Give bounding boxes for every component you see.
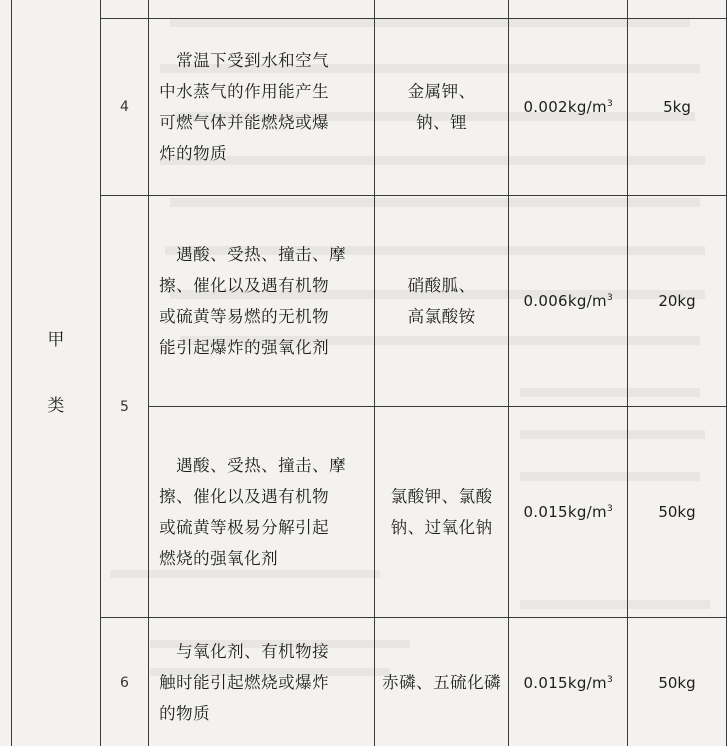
density-value: 0.002kg/m bbox=[523, 98, 607, 116]
item-number: 4 bbox=[100, 19, 148, 196]
table-cell bbox=[509, 0, 628, 19]
density-exponent: 3 bbox=[606, 99, 613, 109]
density-exponent: 3 bbox=[606, 674, 613, 685]
example-line: 硝酸胍、 bbox=[407, 276, 476, 295]
description-line: 可燃气体并能燃烧或爆 bbox=[159, 113, 330, 132]
description-line: 炸的物质 bbox=[159, 144, 228, 163]
example-line: 氯酸钾、氯酸 bbox=[390, 487, 493, 506]
quantity-cell: 5kg bbox=[627, 19, 726, 196]
example-line: 赤磷、五硫化磷 bbox=[382, 673, 502, 692]
table-cell bbox=[149, 0, 375, 19]
quantity-cell: 50kg bbox=[627, 407, 726, 618]
table-cell bbox=[374, 0, 509, 19]
description-line: 遇酸、受热、撞击、摩 bbox=[176, 456, 347, 475]
description-line: 能引起爆炸的强氧化剂 bbox=[159, 338, 330, 357]
density-cell bbox=[509, 196, 628, 407]
table-row bbox=[12, 0, 727, 19]
example-line: 金属钾、 bbox=[407, 82, 476, 101]
density-cell bbox=[509, 407, 628, 618]
example-line: 钠、过氧化钠 bbox=[390, 518, 493, 537]
density-value: 0.006kg/m bbox=[523, 292, 607, 310]
description-line: 擦、催化以及遇有机物 bbox=[159, 487, 330, 506]
density-value: 0.015kg/m bbox=[523, 673, 607, 692]
substance-description bbox=[149, 19, 375, 196]
description-line: 或硫黄等易燃的无机物 bbox=[159, 307, 330, 326]
item-number: 6 bbox=[100, 618, 148, 746]
description-line: 或硫黄等极易分解引起 bbox=[159, 518, 330, 537]
description-line: 与氧化剂、有机物接 bbox=[176, 642, 330, 661]
category-char: 甲 bbox=[47, 330, 65, 350]
density-exponent: 3 bbox=[606, 504, 613, 514]
examples-cell bbox=[374, 19, 509, 196]
quantity-cell: 20kg bbox=[627, 196, 726, 407]
example-line: 高氯酸铵 bbox=[407, 307, 476, 326]
table-row bbox=[12, 19, 727, 196]
category-char: 类 bbox=[47, 396, 65, 416]
examples-cell bbox=[374, 618, 509, 746]
density-exponent: 3 bbox=[606, 293, 613, 303]
category-cell bbox=[12, 0, 101, 746]
example-line: 钠、锂 bbox=[416, 113, 468, 132]
table-cell bbox=[627, 0, 726, 19]
substance-description bbox=[149, 196, 375, 407]
substance-description bbox=[149, 618, 375, 746]
description-line: 触时能引起燃烧或爆炸 bbox=[159, 673, 330, 692]
quantity-cell: 50kg bbox=[627, 618, 726, 746]
table-cell bbox=[100, 0, 148, 19]
item-number: 5 bbox=[100, 196, 148, 618]
description-line: 中水蒸气的作用能产生 bbox=[159, 82, 330, 101]
density-value: 0.015kg/m bbox=[523, 503, 607, 521]
description-line: 燃烧的强氧化剂 bbox=[159, 549, 279, 568]
description-line: 遇酸、受热、撞击、摩 bbox=[176, 245, 347, 264]
table-row bbox=[12, 618, 727, 746]
description-line: 的物质 bbox=[159, 704, 211, 723]
examples-cell bbox=[374, 407, 509, 618]
hazard-classification-table bbox=[11, 0, 727, 746]
examples-cell bbox=[374, 196, 509, 407]
density-cell bbox=[509, 618, 628, 746]
description-line: 常温下受到水和空气 bbox=[176, 51, 330, 70]
substance-description bbox=[149, 407, 375, 618]
description-line: 擦、催化以及遇有机物 bbox=[159, 276, 330, 295]
table-row bbox=[12, 196, 727, 407]
density-cell bbox=[509, 19, 628, 196]
